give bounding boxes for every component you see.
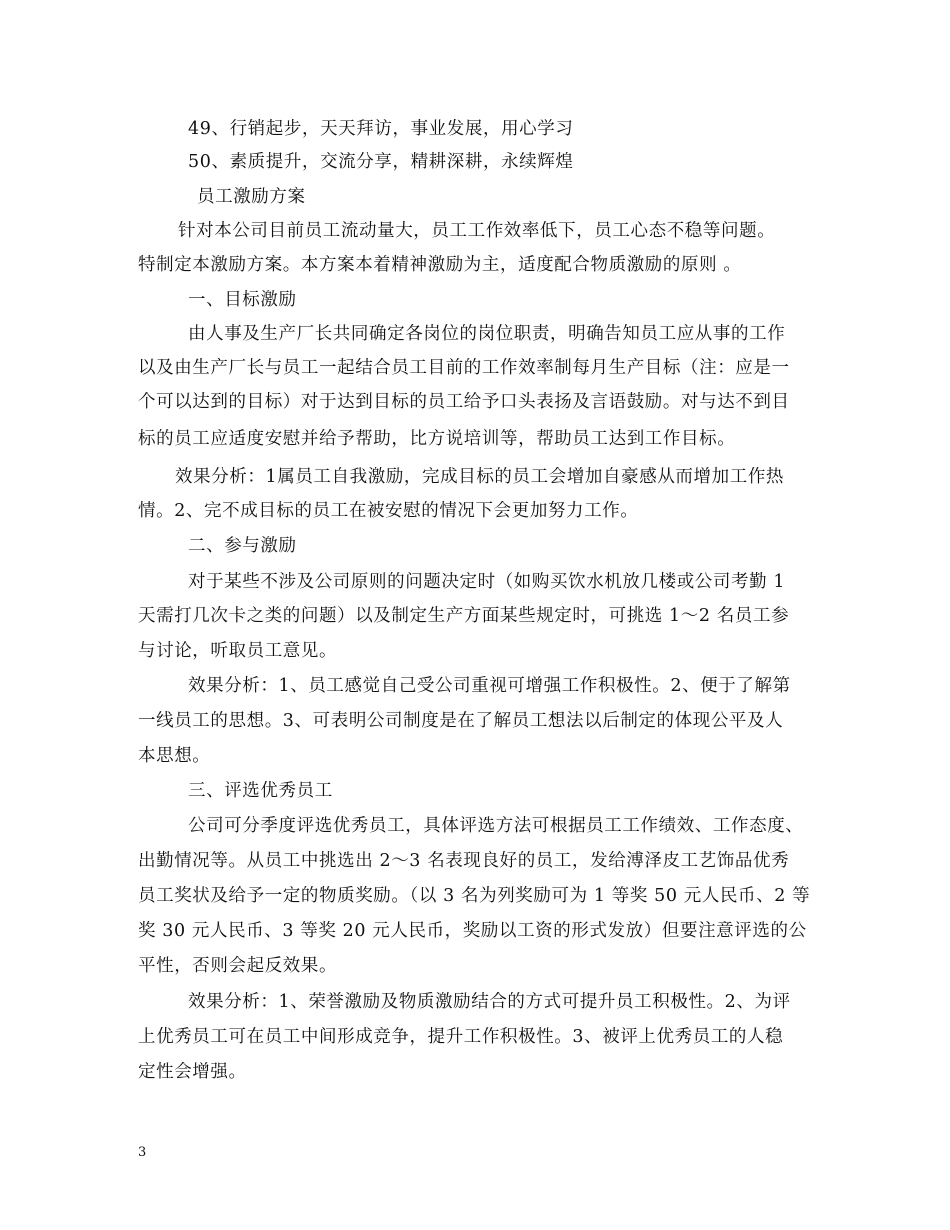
text-line: 出勤情况等。从员工中挑选出 2～3 名表现良好的员工，发给溥泽皮工艺饰品优秀 bbox=[138, 851, 790, 871]
text-line: 标的员工应适度安慰并给予帮助，比方说培训等，帮助员工达到工作目标。 bbox=[138, 429, 736, 449]
text-line: 由人事及生产厂长共同确定各岗位的岗位职责，明确告知员工应从事的工作 bbox=[188, 324, 786, 344]
text-line: 效果分析：1、荣誉激励及物质激励结合的方式可提升员工积极性。2、为评 bbox=[188, 992, 791, 1012]
text-line: 效果分析：1属员工自我激励，完成目标的员工会增加自豪感从而增加工作热 bbox=[175, 467, 785, 487]
text-line: 公司可分季度评选优秀员工，具体评选方法可根据员工工作绩效、工作态度、 bbox=[188, 816, 804, 836]
page-number: 3 bbox=[138, 1145, 147, 1160]
text-line: 上优秀员工可在员工中间形成竞争，提升工作积极性。3、被评上优秀员工的人稳 bbox=[138, 1027, 784, 1047]
heading-goal-incentive: 一、目标激励 bbox=[188, 290, 297, 310]
heading-outstanding-employee: 三、评选优秀员工 bbox=[188, 781, 333, 801]
text-line: 49、行销起步，天天拜访，事业发展，用心学习 bbox=[188, 119, 574, 139]
section-title: 员工激励方案 bbox=[197, 187, 306, 207]
text-line: 本思想。 bbox=[138, 746, 211, 766]
text-line: 天需打几次卡之类的问题）以及制定生产方面某些规定时，可挑选 1～2 名员工参 bbox=[138, 606, 790, 626]
text-line: 针对本公司目前员工流动量大，员工工作效率低下，员工心态不稳等问题。 bbox=[178, 221, 776, 241]
text-line: 情。2、完不成目标的员工在被安慰的情况下会更加努力工作。 bbox=[138, 501, 639, 521]
text-line: 对于某些不涉及公司原则的问题决定时（如购买饮水机放几楼或公司考勤 1 bbox=[188, 572, 786, 592]
text-line: 一线员工的思想。3、可表明公司制度是在了解员工想法以后制定的体现公平及人 bbox=[138, 711, 784, 731]
text-line: 平性，否则会起反效果。 bbox=[138, 956, 338, 976]
text-line: 个可以达到的目标）对于达到目标的员工给予口头表扬及言语鼓励。对与达不到目 bbox=[138, 392, 790, 412]
text-line: 员工奖状及给予一定的物质奖励。（以 3 名为列奖励可为 1 等奖 50 元人民币、2 等 bbox=[138, 886, 811, 906]
text-line: 特制定本激励方案。本方案本着精神激励为主，适度配合物质激励的原则 。 bbox=[138, 255, 742, 275]
text-line: 以及由生产厂长与员工一起结合员工目前的工作效率制每月生产目标（注：应是一 bbox=[138, 358, 790, 378]
text-line: 与讨论，听取员工意见。 bbox=[138, 641, 338, 661]
text-line: 定性会增强。 bbox=[138, 1062, 247, 1082]
text-line: 奖 30 元人民币、3 等奖 20 元人民币，奖励以工资的形式发放）但要注意评选的公 bbox=[138, 921, 807, 941]
text-line: 50、素质提升，交流分享，精耕深耕，永续辉煌 bbox=[188, 152, 574, 172]
text-line: 效果分析：1、员工感觉自己受公司重视可增强工作积极性。2、便于了解第 bbox=[188, 676, 791, 696]
heading-participation-incentive: 二、参与激励 bbox=[188, 536, 297, 556]
